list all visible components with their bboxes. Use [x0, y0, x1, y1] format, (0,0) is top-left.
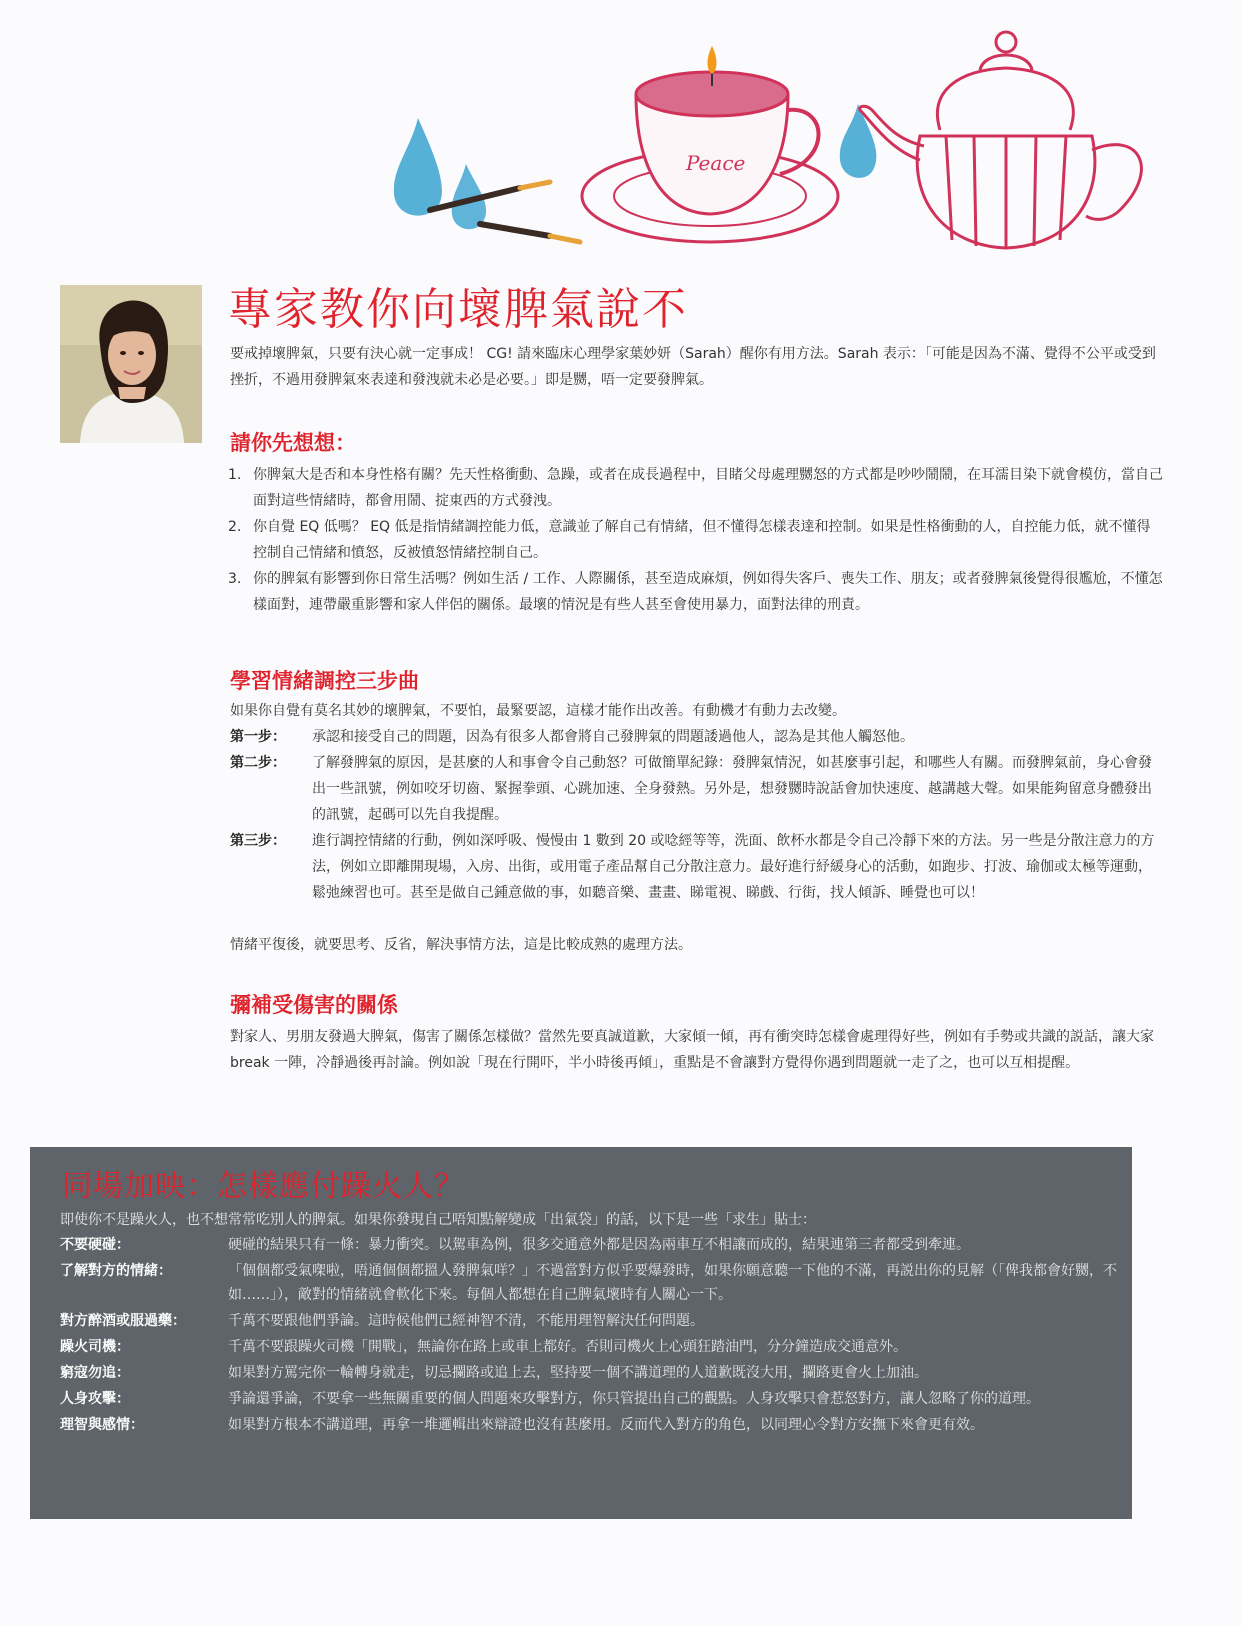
repair-paragraph: 對家人、男朋友發過大脾氣，傷害了關係怎樣做？當然先要真誠道歉，大家傾一傾，再有衝突時怎樣會處理得好些，例如有手勢或共識的説話，讓大家 break 一陣，冷靜過後再討論。例如說「現在行開吓，半小時後再傾」，重點是不會讓對方覺得你遇到問題就一走了之，也可以互相提醒。 — [230, 1029, 1154, 1071]
tip-text: 「個個都受氣㗎啦，唔通個個都搵人發脾氣咩？」不過當對方似乎要爆發時，如果你願意聽一下他的不滿，再説出你的見解（「俾我都會好嬲，不如……」），敵對的情緒就會軟化下來。每個人都想在自己脾氣壞時有人關心一下。 — [228, 1263, 1117, 1303]
step-item — [230, 828, 1165, 906]
step-text: 了解發脾氣的原因，是甚麼的人和事會令自己動怒？可做簡單紀錄：發脾氣情況，如甚麼事引起，和哪些人有關。而發脾氣前，身心會發出一些訊號，例如咬牙切齒、緊握拳頭、心跳加速、全身發熱。另外是，想發嬲時說話會加快速度、越講越大聲。如果能夠留意身體發出的訊號，起碼可以先自我提醒。 — [312, 755, 1152, 823]
tip-label: 不要硬碰： — [60, 1237, 130, 1253]
tips-box — [30, 1147, 1132, 1519]
tips-heading: 同場加映：怎樣應付躁火人？ — [62, 1169, 465, 1204]
list-item — [228, 462, 1163, 514]
section-heading-steps: 學習情緒調控三步曲 — [230, 668, 419, 693]
list-text: 你自覺 EQ 低嗎？ EQ 低是指情緒調控能力低，意識並了解自己有情緒，但不懂得怎樣表達和控制。如果是性格衝動的人，自控能力低，就不懂得控制自己情緒和憤怒，反被憤怒情緒控制自己。 — [253, 519, 1151, 561]
tip-label: 理智與感情： — [60, 1417, 144, 1433]
list-number: 1. — [228, 467, 242, 483]
tip-label: 對方醉酒或服過藥： — [60, 1313, 186, 1329]
water-drop-icon — [840, 104, 877, 178]
list-item — [228, 566, 1163, 618]
expert-portrait — [60, 285, 202, 443]
svg-text:Peace: Peace — [686, 151, 746, 175]
step-label: 第一步： — [230, 729, 286, 745]
intro-paragraph: 要戒掉壞脾氣，只要有決心就一定事成！ CG! 請來臨床心理學家葉妙妍（Sarah）醒你有用方法。Sarah 表示：「可能是因為不滿、覺得不公平或受到挫折，不過用發脾氣來表達和發洩就未必是必要。」即是嬲，唔一定要發脾氣。 — [230, 346, 1156, 388]
step-label: 第三步： — [230, 833, 286, 849]
candle-teacup-icon — [636, 46, 819, 214]
tip-label: 窮寇勿追： — [60, 1365, 130, 1381]
step-item — [230, 724, 1165, 750]
tip-row — [60, 1361, 1120, 1385]
list-text: 你的脾氣有影響到你日常生活嗎？例如生活 / 工作、人際關係，甚至造成麻煩，例如得失客戶、喪失工作、朋友；或者發脾氣後覺得很尷尬，不懂怎樣面對，連帶嚴重影響和家人伴侶的關係。最壞的情況是有些人甚至會使用暴力，面對法律的刑責。 — [253, 571, 1163, 613]
page-title: 專家教你向壞脾氣說不 — [228, 284, 688, 335]
water-drop-icon — [394, 118, 442, 216]
tips-list — [60, 1233, 1120, 1439]
tip-label: 了解對方的情緒： — [60, 1263, 172, 1279]
tip-text: 如果對方罵完你一輪轉身就走，切忌攔路或追上去，堅持要一個不講道理的人道歉既沒大用，攔路更會火上加油。 — [228, 1365, 928, 1381]
step-item — [230, 750, 1165, 828]
tip-text: 硬碰的結果只有一條：暴力衝突。以駕車為例，很多交通意外都是因為兩車互不相讓而成的，結果連第三者都受到牽連。 — [228, 1237, 970, 1253]
tip-row — [60, 1387, 1120, 1411]
steps-list — [230, 724, 1165, 906]
tip-text: 千萬不要跟躁火司機「開戰」，無論你在路上或車上都好。否則司機火上心頭狂踏油門，分分鐘造成交通意外。 — [228, 1339, 907, 1355]
list-item — [228, 514, 1163, 566]
list-text: 你脾氣大是否和本身性格有關？先天性格衝動、急躁，或者在成長過程中，目睹父母處理嬲怒的方式都是吵吵鬧鬧，在耳濡目染下就會模仿，當自己面對這些情緒時，都會用鬧、掟東西的方式發洩。 — [253, 467, 1163, 509]
tip-text: 如果對方根本不講道理，再拿一堆邏輯出來辯證也沒有甚麼用。反而代入對方的角色，以同理心令對方安撫下來會更有效。 — [228, 1417, 984, 1433]
step-text: 承認和接受自己的問題，因為有很多人都會將自己發脾氣的問題諉過他人，認為是其他人觸怒他。 — [312, 729, 914, 745]
tips-intro: 即使你不是躁火人，也不想常常吃別人的脾氣。如果你發現自己唔知點解變成「出氣袋」的話，以下是一些「求生」貼士： — [60, 1212, 816, 1228]
section-heading-repair: 彌補受傷害的關係 — [230, 992, 398, 1017]
header-illustration — [380, 10, 1160, 280]
step-label: 第二步： — [230, 755, 286, 771]
think-list — [228, 462, 1163, 618]
tip-row — [60, 1309, 1120, 1333]
list-number: 3. — [228, 571, 242, 587]
tip-label: 躁火司機： — [60, 1339, 130, 1355]
tip-row — [60, 1335, 1120, 1359]
section-heading-think: 請你先想想： — [230, 430, 356, 455]
step-text: 進行調控情緒的行動，例如深呼吸、慢慢由 1 數到 20 或唸經等等，洗面、飲杯水都是令自己冷靜下來的方法。另一些是分散注意力的方法，例如立即離開現場，入房、出街，或用電子產品幫自己分散注意力。最好進行紓緩身心的活動，如跑步、打波、瑜伽或太極等運動，鬆弛練習也可。甚至是做自己鍾意做的事，如聽音樂、畫畫、睇電視、睇戲、行街，找人傾訴、睡覺也可以！ — [312, 833, 1155, 901]
steps-intro: 如果你自覺有莫名其妙的壞脾氣，不要怕，最緊要認，這樣才能作出改善。有動機才有動力去改變。 — [230, 703, 846, 719]
tip-row — [60, 1259, 1120, 1307]
tip-text: 千萬不要跟他們爭論。這時候他們已經神智不清，不能用理智解決任何問題。 — [228, 1313, 704, 1329]
list-number: 2. — [228, 519, 242, 535]
tip-row — [60, 1233, 1120, 1257]
tip-row — [60, 1413, 1120, 1437]
teapot-icon — [860, 32, 1142, 248]
tip-label: 人身攻擊： — [60, 1391, 130, 1407]
tip-text: 爭論還爭論，不要拿一些無關重要的個人問題來攻擊對方，你只管提出自己的觀點。人身攻擊只會惹怒對方，讓人忽略了你的道理。 — [228, 1391, 1040, 1407]
steps-outro: 情緒平復後，就要思考、反省，解決事情方法，這是比較成熟的處理方法。 — [230, 937, 692, 953]
